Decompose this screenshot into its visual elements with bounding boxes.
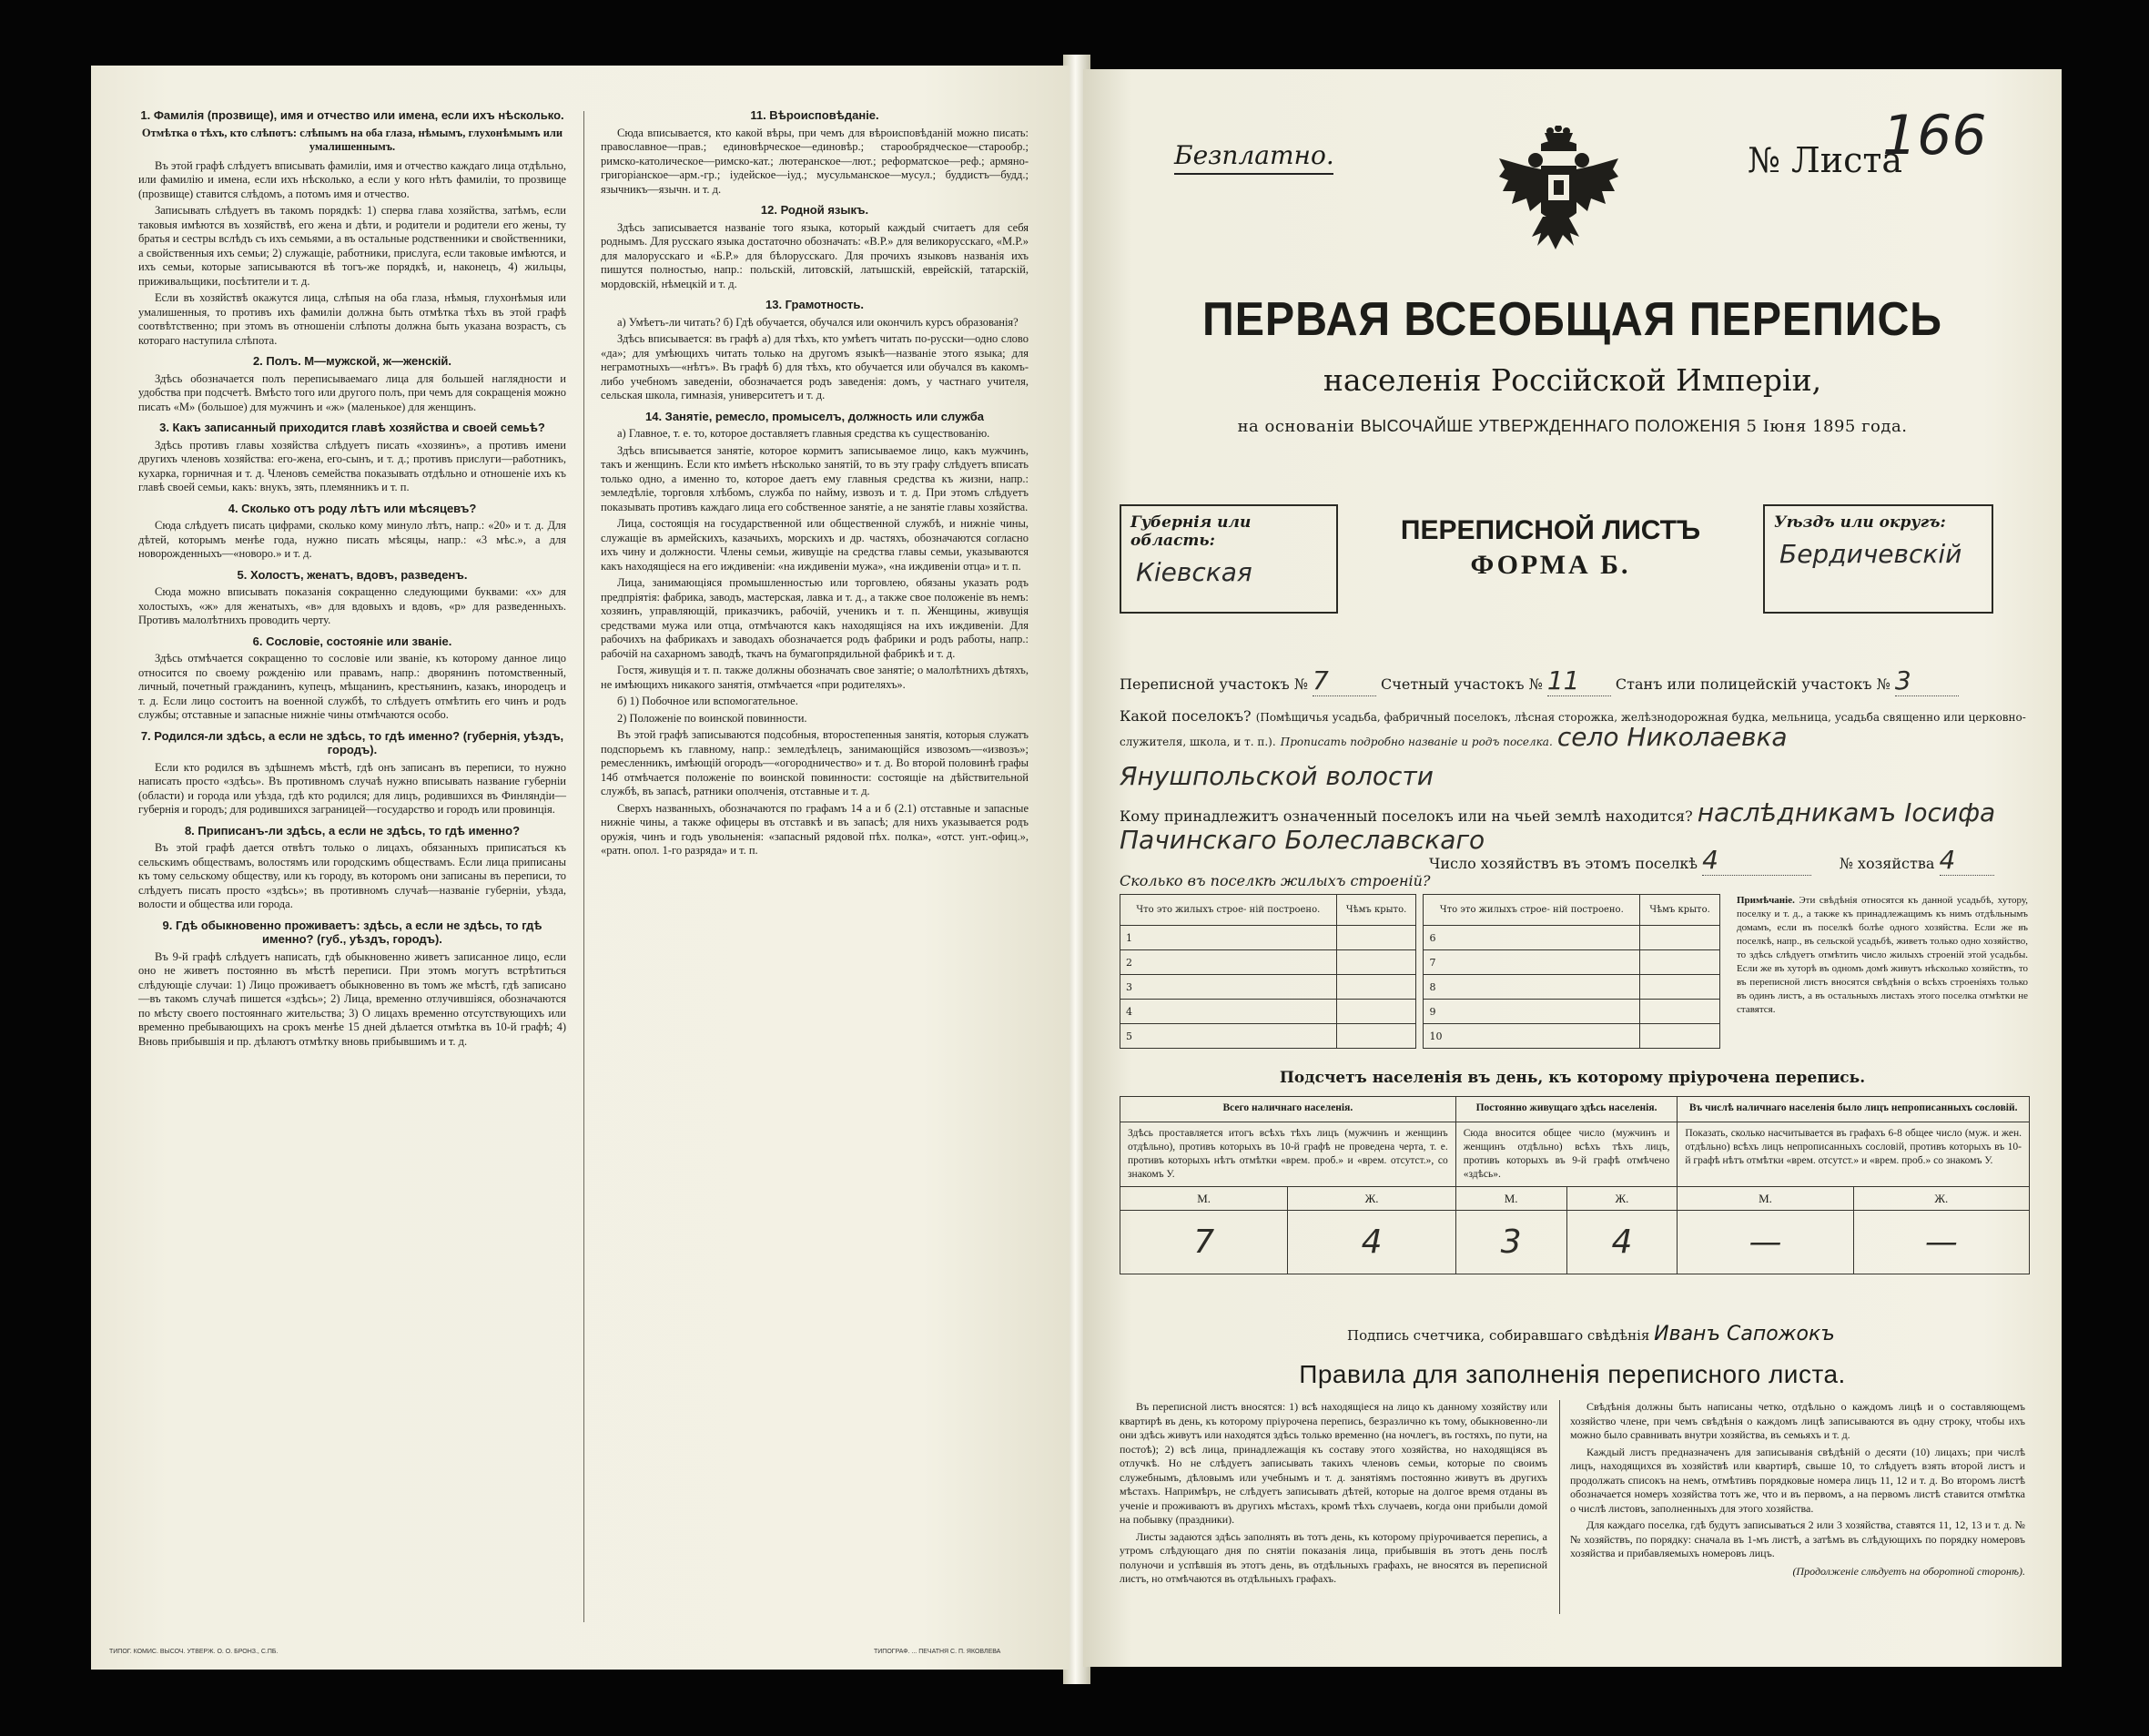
settlement-hint-2: Прописать подробно названіе и родъ поселка. [1280,736,1553,748]
col2-paragraph: Въ этой графѣ записываются подсобныя, второстепенныя занятія, которыя служатъ подспорьемъ къ главному, напр.: земледѣлецъ, занимающійся извозомъ—«извозъ»; ремесленникъ, имѣющій огородъ—«огородничество» и т. д. Во второй половинѣ графы 14б отмѣчается положеніе по воинской повинности: состоящіе на дѣйствительной службѣ, въ запасѣ, ратники ополченія, отставные и т. д. [601,728,1029,797]
col1-paragraph: Сюда можно вписывать показанія сокращенно следующими буквами: «х» для холостыхъ, «ж» для женатыхъ, «в» для вдовыхъ и вдовъ, «р» для разведенныхъ. Противъ малолѣтнихъ проводить черту. [138,585,566,626]
col1-paragraph: Сюда слѣдуетъ писать цифрами, сколько кому минуло лѣтъ, напр.: «20» и т. д. Для дѣтей, которымъ менѣе года, нужно писать мѣсяцы, напр.: «3 мѣс.», а для новорожденныхъ—«новоро.» и т. д. [138,519,566,560]
pop-value-perm-m: 3 [1455,1211,1566,1274]
table-row [1120,950,1720,975]
dwelling-roof [1336,926,1416,950]
dwelling-number: 1 [1120,926,1337,950]
col1-heading: 5. Холостъ, женатъ, вдовъ, разведенъ. [237,567,468,582]
dwellings-col-b-2: Чѣмъ крыто. [1640,895,1720,926]
col2-paragraph: б) 1) Побочное или вспомогательное. [617,695,798,707]
rules-column-1 [1120,1400,1547,1589]
dwelling-roof [1640,926,1720,950]
count-section-value: 11 [1546,665,1580,695]
dwellings-col-a-2: Что это жилыхъ строе- ній построено. [1424,895,1640,926]
sheet-number-handwritten: 166 [1882,104,1987,168]
col2-heading: 13. Грамотность. [765,298,864,311]
police-section-label: Станъ или полицейскій участокъ № [1615,675,1891,693]
rules-column-2 [1570,1400,2025,1579]
dwellings-line [1120,872,2030,889]
pop-m-1: М. [1120,1187,1288,1211]
pop-value-unreg-zh: — [1853,1211,2029,1274]
rules-paragraph: Свѣдѣнія должны быть написаны четко, отдѣльно о каждомъ лицѣ и о составляющемъ хозяйство члене, при чемъ свѣдѣнія о каждомъ лицѣ записываются въ одну строку, чтобы ихъ можно было сравнивать внутри хозяйства, въ семьяхъ и т. д. [1570,1400,2025,1441]
pop-desc-unregistered: Показать, сколько насчитывается въ графахъ 6-8 общее число (муж. и жен. отдѣльно) всѣхъ лицъ непрописанныхъ сословій, противъ которыхъ въ 10-й графѣ нѣтъ отмѣтки «врем. отсутст.» и «врем. проб.» со знакомъ У. [1678,1122,2030,1187]
owner-value-2: Пачинскаго Болеславскаго [1120,825,1485,855]
district-value: Бердичевскій [1779,539,1962,569]
dwelling-roof [1640,950,1720,975]
pop-zh-2: Ж. [1566,1187,1678,1211]
basis-caps: ВЫСОЧАЙШЕ УТВЕРЖДЕННАГО ПОЛОЖЕНІЯ [1360,417,1741,435]
dwelling-roof [1640,1024,1720,1049]
dwelling-roof [1640,1000,1720,1024]
basis-pre: на основаніи [1237,417,1355,436]
dwelling-roof [1640,975,1720,1000]
sections-line [1120,665,2030,696]
signature-label: Подпись счетчика, собиравшаго свѣдѣнія [1347,1327,1650,1344]
pop-zh-1: Ж. [1288,1187,1455,1211]
settlement-value-2: Янушпольской волости [1120,761,1434,791]
household-no-label: № хозяйства [1839,855,1935,872]
dwelling-number: 9 [1424,1000,1640,1024]
owner-value-1: наслѣдникамъ Іосифа [1697,797,1996,827]
printer-imprint-right: ТИПОГРАФ. ... ПЕЧАТНЯ С. П. ЯКОВЛЕВА [874,1649,1001,1655]
dwelling-number: 3 [1120,975,1337,1000]
rules-paragraph: Въ переписной листъ вносятся: 1) всѣ находящіеся на лицо къ данному хозяйству или квартирѣ въ день, къ которому пріурочена перепись, безразлично къ тому, обыкновенно-ли они здѣсь живутъ или находятся здѣсь только временно (на ночлегъ, въ гостяхъ, по пути, на постоѣ); 2) всѣ лица, принадлежащія къ составу этого хозяйства, но находящіяся въ отлучкѣ. Но не слѣдуетъ записывать такихъ членовъ семьи, которые по своимъ служебнымъ, дѣловымъ или учебнымъ и т. д. занятіямъ постоянно живутъ въ другихъ мѣстахъ. Напримѣръ, не слѣдуетъ записывать дѣтей, которые на долгое время отданы въ ученіе и проживаютъ въ другихъ мѣстахъ, кромѣ тѣхъ случаевъ, когда они прибыли домой на побывку (праздники). [1120,1400,1547,1526]
pop-zh-3: Ж. [1853,1187,2029,1211]
dwellings-label: Сколько въ поселкѣ жилыхъ строеній? [1120,872,1431,889]
pop-m-3: М. [1678,1187,1853,1211]
households-line [1429,845,2030,876]
left-page [91,66,1069,1670]
printer-imprint-left: ТИПОГ. КОМИС. ВЫСОЧ. УТВЕРЖ. О. О. БРОНЗ., С.ПБ. [109,1649,279,1655]
dwelling-number: 5 [1120,1024,1337,1049]
table-gap [1416,1000,1424,1024]
col1-heading: 4. Сколько отъ роду лѣтъ или мѣсяцевъ? [228,501,477,515]
free-label: Безплатно. [1174,140,1334,170]
pop-header-unregistered: Въ числѣ наличнаго населенія было лицъ непрописанныхъ сословій. [1678,1097,2030,1122]
table-row [1120,926,1720,950]
district-box [1763,504,1993,614]
pop-m-2: М. [1455,1187,1566,1211]
dwellings-note [1737,894,2028,1017]
table-gap [1416,950,1424,975]
table-gap [1416,926,1424,950]
dwelling-number: 8 [1424,975,1640,1000]
rules-paragraph: Каждый листъ предназначенъ для записыванія свѣдѣній о десяти (10) лицахъ; при числѣ лицъ, находящихся въ хозяйствѣ или квартирѣ, свыше 10, то слѣдуетъ взять второй листъ и продолжать списокъ на немъ, отмѣтивъ порядковые номера лицъ 11, 12 и т. д. Во второмъ листѣ обозначается номеръ хозяйства тотъ же, что и въ первомъ, а на первомъ листѣ ставится отмѣтка о числѣ листовъ, заполненныхъ для этого хозяйства. [1570,1445,2025,1515]
col2-paragraph: Лица, состоящія на государственной или общественной службѣ, и нижніе чины, служащіе въ армейскихъ, казачьихъ, морскихъ и др. частяхъ, обозначаются согласно ихъ чину и должности. Члены семьи, живущіе на средства главы семьи, указываются какъ находящіеся на его иждивеніи: «на иждивеніи мужа», «на иждивеніи отца» и т. п. [601,517,1029,573]
pop-header-total: Всего наличнаго населенія. [1120,1097,1456,1122]
rules-title: Правила для заполненія переписного листа. [1299,1360,1846,1388]
rules-divider [1559,1400,1560,1614]
form-title-block [1338,504,1763,614]
table-gap [1416,1024,1424,1049]
table-row [1120,1000,1720,1024]
count-section-label: Счетный участокъ № [1381,675,1543,693]
col1-paragraph: Записывать слѣдуетъ въ такомъ порядкѣ: 1) сперва глава хозяйства, затѣмъ, если таковыя имѣются въ хозяйствѣ, его жена и дѣти, и родители и родители его жены, ту братья и сестры вслѣдъ съ ихъ семьями, а въ остальные родственники и свойственники, а свойственныя ихъ семьи; 2) служащіе, работники, прислуга, если таковые имѣются, и ихъ семьи, которые записываются вѣ тогъ-же порядкѣ, и, наконецъ, 4) жильцы, приживальщики, посѣтители и т. д. [138,204,566,288]
enumerator-signature [1347,1323,1835,1345]
settlement-hint: (Помѣщичья усадьба, фабричный поселокъ, лѣсная сторожка, желѣзнодорожная будка, мельница, усадьба священно или церковно-служителя, школа, и т. п.). [1120,711,2026,748]
col2-heading: 12. Родной языкъ. [760,203,869,217]
col2-heading: 11. Вѣроисповѣданіе. [750,108,879,122]
district-label: Уѣздъ или округъ: [1774,513,1946,532]
rules-paragraph: Для каждаго поселка, гдѣ будутъ записываться 2 или 3 хозяйства, ставятся 11, 12, 13 и т. д. №№ хозяйствъ, по порядку: сначала въ 1-мъ листѣ, а затѣмъ въ слѣдующихъ по порядку номеровъ хозяйства и прибавляемыхъ номеровъ лицъ. [1570,1518,2025,1559]
dwelling-roof [1336,950,1416,975]
table-gap [1416,895,1424,926]
col2-paragraph: Здѣсь вписывается занятіе, которое кормитъ записываемое лицо, какъ мужчинъ, такъ и женщинъ. Если кто имѣетъ нѣсколько занятій, то въ эту графу слѣдуетъ вписать только одно, а именно то, которое даетъ ему главныя средства къ жизни, напр.: земледѣліе, торговля хлѣбомъ, служба по найму, извозъ и т. д. При этомъ слѣдуетъ показывать противъ каждаго лица его собственное занятіе, а не занятіе главы хозяйства. [601,443,1029,513]
table-gap [1416,975,1424,1000]
note-text: Эти свѣдѣнія относятся къ данной усадьбѣ, хутору, поселку и т. д., а также къ принадлежащимъ къ нимъ отдѣльнымъ домамъ, если въ поселкѣ болѣе одного хозяйства. Если же въ поселкѣ, напр., въ сельской усадьбѣ, живетъ только одно хозяйство, то здѣсь слѣдуетъ отмѣтить число жилыхъ строеній этой усадьбы. Если же въ хуторѣ въ одномъ домѣ живутъ нѣсколько хозяйствъ, то въ переписной листъ вносятся свѣдѣнія о всѣхъ строеніяхъ только въ одинъ листъ, а въ остальныхъ листахъ этого поселка отмѣтки не ставятся. [1737,895,2028,1015]
right-page [1083,69,2062,1667]
settlement-line [1120,706,2030,752]
col2-paragraph: а) Главное, т. е. то, которое доставляетъ главныя средства къ существованію. [617,427,990,440]
imperial-eagle-emblem [1497,126,1620,262]
pop-value-perm-zh: 4 [1566,1211,1678,1274]
dwelling-number: 10 [1424,1024,1640,1049]
form-title: ПЕРЕПИСНОЙ ЛИСТЪ [1400,515,1701,545]
settlement-line-2 [1120,761,2030,791]
col2-paragraph: Сюда вписывается, кто какой вѣры, при чемъ для вѣроисповѣданій можно писать: православное—прав.; единовѣрческое—единовѣр.; старообрядческое—старообр.; римско-католическое—римско-кат.; лютеранское—лют.; реформатское—реф.; армяно-григоріанское—арм.-гр.; іудейское—іуд.; мусульманское—мусул.; буддистъ—будд.; язычникъ—язычн. и т. д. [601,126,1029,196]
continued-note: (Продолженіе слѣдуетъ на оборотной сторонѣ). [1792,1564,2025,1578]
col1-heading: 6. Сословіе, состояніе или званіе. [252,634,452,648]
col1-paragraph: Если кто родился въ здѣшнемъ мѣстѣ, гдѣ онъ записанъ въ переписи, то нужно написать просто «здѣсь». Въ противномъ случаѣ нужно вписывать название губерніи (области) и города или уѣзда, гдѣ кто родился; для лицъ, родившихся въ Финляндіи—губернія и городъ; для родившихся заграницей—государство и городъ или провинція. [138,760,566,816]
sheet-number [1748,104,1987,180]
census-section-value: 7 [1312,665,1329,695]
table-row [1120,1024,1720,1049]
col1-heading: 1. Фамилія (прозвище), имя и отчество или имена, если ихъ нѣсколько. [140,108,564,122]
col2-paragraph: а) Умѣетъ-ли читать? б) Гдѣ обучается, обучался или окончилъ курсъ образованія? [617,315,1019,329]
col1-paragraph: Въ этой графѣ слѣдуетъ вписывать фамиліи, имя и отчество каждаго лица отдѣльно, или фамилію и имена, если ихъ нѣсколько, а если у кого нѣтъ фамиліи, то прозвище (прозвище) ставится слѣдомъ, а потомъ имя и отчество. [138,158,566,200]
households-label: Число хозяйствъ въ этомъ поселкѣ [1429,855,1698,872]
dwelling-roof [1336,1024,1416,1049]
owner-line [1120,797,2030,827]
dwelling-number: 7 [1424,950,1640,975]
col1-heading: 3. Какъ записанный приходится главѣ хозяйства и своей семьѣ? [159,421,545,434]
col2-heading: 14. Занятіе, ремесло, промыселъ, должность или служба [645,409,984,423]
pop-value-unreg-m: — [1678,1211,1853,1274]
census-section-label: Переписной участокъ № [1120,675,1308,693]
pop-value-total-m: 7 [1120,1211,1288,1274]
col2-paragraph: Здѣсь вписывается: въ графѣ а) для тѣхъ, кто умѣетъ читать по-русски—одно слово «да»; для умѣющихъ читать только на другомъ языкѣ—названіе этого языка; для неграмотныхъ—«нѣтъ». Въ графѣ б) для тѣхъ, кто обучается или обучался въ какомъ-либо учебномъ заведеніи, обозначается родъ заведенія: домъ, у частнаго учителя, сельская школа, гимназія, университетъ и т. д. [601,332,1029,401]
dwelling-number: 6 [1424,926,1640,950]
col2-paragraph: Лица, занимающіяся промышленностью или торговлею, обязаны указать родъ предпріятія: фабрика, заводъ, мастерская, лавка и т. д., а также свое положеніе въ немъ: хозяинъ, управляющій, приказчикъ, рабочій, ученикъ и т. п. Женщины, живущія средствами мужа или отца, отмѣчаются какъ находящіяся на ихъ иждивеніи. Для рабочихъ на фабрикахъ и заводахъ обозначается родъ фабрики и родъ работы, напр.: рабочій на сахарномъ заводѣ, ткачъ на бумагопрядильной фабрикѣ и т. д. [601,576,1029,660]
col1-heading: 2. Полъ. М—мужской, ж—женскій. [252,354,452,368]
province-label: Губернія или область: [1130,513,1252,550]
census-subtitle: населенія Россійской Имперіи, [1323,362,1822,398]
signature-value: Иванъ Сапожокъ [1654,1323,1835,1345]
census-title: ПЕРВАЯ ВСЕОБЩАЯ ПЕРЕПИСЬ [1202,293,1942,346]
dwelling-number: 4 [1120,1000,1337,1024]
population-caption: Подсчетъ населенія въ день, къ которому пріурочена перепись. [1279,1069,1866,1087]
note-title: Примѣчаніе. [1737,895,1795,906]
col1-heading: 9. Гдѣ обыкновенно проживаетъ: здѣсь, а если не здѣсь, то гдѣ именно? (губ., уѣздъ, городъ). [162,918,542,946]
population-table [1120,1096,2030,1274]
col1-paragraph: Здѣсь противъ главы хозяйства слѣдуетъ писать «хозяинъ», а противъ имени другихъ членовъ хозяйства: его-жена, его-сынъ, и т. д.; противъ прислуги—работникъ, кухарка, горничная и т. д. Членовъ семейства показывать отдѣльно и отношеніе ихъ къ главѣ своей семьи, какъ: внукъ, зять, племянникъ и т. п. [138,438,566,493]
col2-paragraph: Сверхъ названныхъ, обозначаются по графамъ 14 а и б (2.1) отставные и запасные нижніе чины, а также офицеры въ отставкѣ и въ запасѣ; для нихъ указывается родъ оружія, чинъ и годъ увольненія: «запасный рядовой пѣх. полка», «отст. унт.-офиц.», «ратн. опол. 1-го разряда» и т. п. [601,801,1029,857]
column-divider [583,111,584,1622]
households-value: 4 [1702,845,1718,875]
col1-paragraph: Въ 9-й графѣ слѣдуетъ написать, гдѣ обыкновенно живетъ записанное лицо, если оно не живетъ постоянно въ мѣстѣ переписи. При этомъ могутъ встрѣтиться слѣдующіе случаи: 1) Лицо проживаетъ обыкновенно въ томъ же мѣстѣ, гдѣ записано—въ такомъ случаѣ пишется «здѣсь»; 2) Лица, временно отлучившіяся, обозначаются по мѣсту своего постояннаго жительства; 3) О лицахъ временно отсутствующихъ или временно пребывающихъ на срокъ менѣе 15 дней дѣлается отмѣтка въ 10-й графѣ; 4) Вновь прибывшія и пр. дѣлаютъ отмѣтку вновь прибывшимъ и т. д. [138,949,566,1048]
police-section-value: 3 [1894,665,1911,695]
dwellings-col-b: Чѣмъ крыто. [1336,895,1416,926]
col2-paragraph: Гостя, живущія и т. п. также должны обозначать свое занятіе; о малолѣтнихъ дѣтяхъ, не имѣющихъ никакого занятія, отмѣчается «при родителяхъ». [601,664,1029,691]
census-basis [1083,417,2062,436]
pop-header-permanent: Постоянно живущаго здѣсь населенія. [1455,1097,1678,1122]
owner-label: Кому принадлежитъ означенный поселокъ или на чьей землѣ находится? [1120,807,1693,825]
col1-heading: 8. Приписанъ-ли здѣсь, а если не здѣсь, то гдѣ именно? [184,823,521,838]
pop-desc-permanent: Сюда вносится общее число (мужчинъ и женщинъ отдѣльно) всѣхъ тѣхъ лицъ, противъ которыхъ въ 9-й графѣ отмѣчено «здѣсь». [1455,1122,1678,1187]
dwelling-roof [1336,975,1416,1000]
col1-paragraph: Если въ хозяйствѣ окажутся лица, слѣпыя на оба глаза, нѣмыя, глухонѣмыя или умалишенныя, то противъ ихъ фамиліи должна быть отмѣтка тѣхъ въ этой графѣ соотвѣтственно; при этомъ въ отношеніи слѣпоты должна быть указана возрастъ, съ котораго наступила слѣпота. [138,291,566,347]
col1-paragraph: Здѣсь обозначается полъ переписываемаго лица для большей наглядности и удобства при подсчетѣ. Вмѣсто того или другого полъ, при чемъ для сокращенія можно писать «М» (большое) для мужчинъ и «ж» (маленькое) для женщинъ. [138,371,566,413]
dwellings-table [1120,894,1720,1049]
col1-paragraph: Здѣсь отмѣчается сокращенно то сословіе или званіе, къ которому данное лицо относится по своему рожденію или правамъ, напр.: дворянинъ потомственный, личный, почетный гражданинъ, купецъ, мѣщанинъ, крестьянинъ, казакъ, инородецъ и т. д. Если лицо состоитъ на военной службѣ, то слѣдуетъ отмѣтить его чинъ и родъ службы; отставные и запасные нижніе чины отмѣчаются особо. [138,652,566,721]
col2-paragraph: Здѣсь записывается названіе того языка, который каждый считаетъ для себя роднымъ. Для русскаго языка достаточно обозначать: «В.Р.» для великорусскаго, «М.Р.» для малорусскаго и «Б.Р.» для бѣлорусскаго. Для прочихъ языковъ названія ихъ пишутся полностью, напр.: польскій, литовскій, латышскій, еврейскій, татарскій, мордовскій, нѣмецкій и т. д. [601,220,1029,290]
table-row [1120,975,1720,1000]
col2-paragraph: 2) Положеніе по воинской повинности. [617,711,807,725]
dwelling-number: 2 [1120,950,1337,975]
form-subtitle: ФОРМА Б. [1470,550,1631,580]
free-label-underline [1174,173,1333,175]
province-value: Кіевская [1136,557,1252,587]
settlement-label: Какой поселокъ? [1120,707,1252,725]
pop-value-total-zh: 4 [1288,1211,1455,1274]
rules-paragraph: Листы задаются здѣсь заполнять въ тотъ день, къ которому пріурочивается перепись, а утромъ слѣдующаго дня по снятіи показанія лица, прибывшія въ этотъ день послѣ полуночи и успѣвшія въ этотъ день, въ отдѣльныхъ графахъ, не вносятся въ переписной листъ, но отмѣчаются въ отдѣльныхъ графахъ. [1120,1529,1547,1585]
pop-desc-total: Здѣсь проставляется итогъ всѣхъ тѣхъ лицъ (мужчинъ и женщинъ отдѣльно), противъ которыхъ въ 10-й графѣ не проведена черта, т. е. противъ которыхъ нѣтъ отмѣтки «врем. проб.» и «врем. отсутст.», со знакомъ У. [1120,1122,1456,1187]
col1-heading: 7. Родился-ли здѣсь, а если не здѣсь, то гдѣ именно? (губернія, уѣздъ, городъ). [140,728,564,756]
settlement-value-1: село Николаевка [1556,722,1788,752]
province-box [1120,504,1338,614]
instructions-column-2 [601,102,1029,861]
instructions-column-1 [138,102,566,1051]
dwelling-roof [1336,1000,1416,1024]
household-no-value: 4 [1939,845,1956,875]
basis-post: 5 Іюня 1895 года. [1746,417,1908,436]
dwellings-col-a: Что это жилыхъ строе- ній построено. [1120,895,1337,926]
col1-subheading: Отмѣтка о тѣхъ, кто слѣпотъ: слѣпымъ на оба глаза, нѣмымъ, глухонѣмымъ или умалишеннымъ. [141,126,563,153]
col1-paragraph: Въ этой графѣ дается отвѣтъ только о лицахъ, обязанныхъ приписаться къ сельскимъ обществамъ, волостямъ или городскимъ обществамъ. Если лица приписаны къ тому сельскому обществу, или къ городу, въ которомъ они записаны въ переписи, то слѣдуетъ писать просто «здѣсь»; въ противномъ случаѣ—названіе губерніи, уѣзда, волости и общества или города. [138,841,566,910]
sheet-number-label: № Листа [1748,140,1903,180]
